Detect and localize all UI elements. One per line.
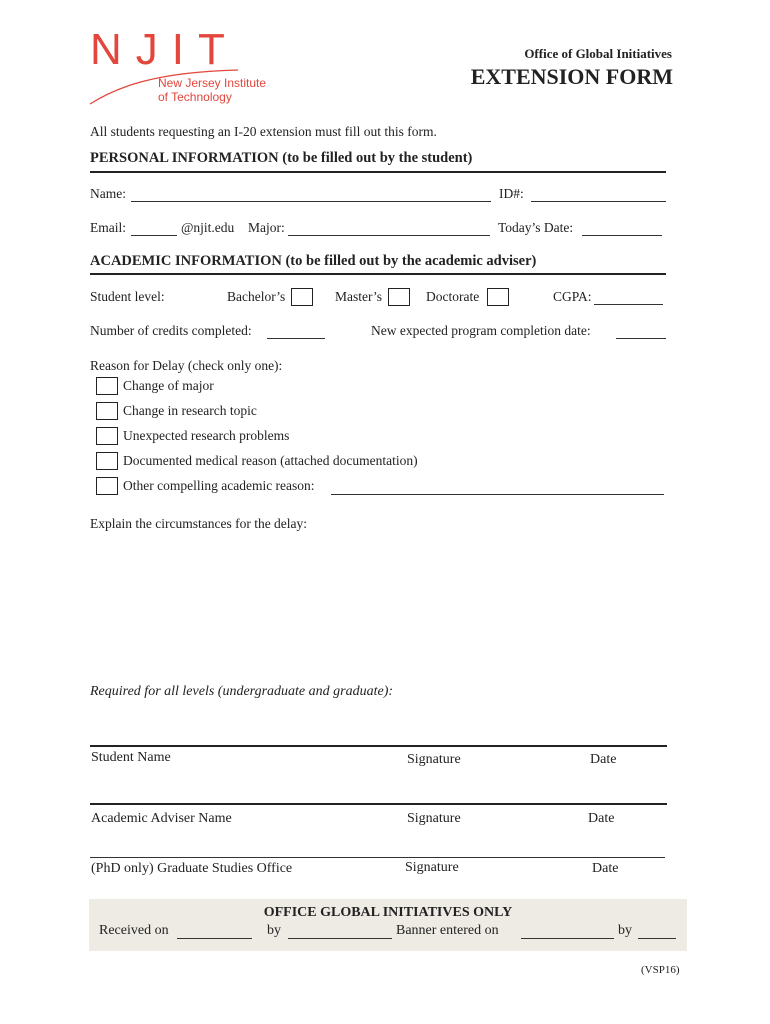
reason-option-medical: Documented medical reason (attached documentation): [123, 453, 418, 468]
id-label: ID#:: [499, 186, 524, 201]
banner-entered-field[interactable]: [521, 938, 614, 939]
explain-label: Explain the circumstances for the delay:: [90, 516, 308, 531]
personal-info-rule: [90, 171, 666, 173]
masters-label: Master’s: [335, 289, 382, 304]
reason-option-change-major: Change of major: [123, 378, 214, 393]
required-note: Required for all levels (undergraduate and graduate):: [90, 684, 394, 699]
form-code: (VSP16): [641, 964, 680, 976]
received-on-field[interactable]: [177, 938, 252, 939]
credits-label: Number of credits completed:: [90, 323, 252, 338]
completion-date-label: New expected program completion date:: [371, 323, 591, 338]
academic-info-heading: ACADEMIC INFORMATION (to be filled out by the academic adviser): [90, 253, 537, 269]
student-date-label: Date: [590, 752, 617, 767]
credits-field[interactable]: [267, 338, 325, 339]
cgpa-label: CGPA:: [553, 289, 592, 304]
reason-option-other: Other compelling academic reason:: [123, 478, 315, 493]
email-label: Email:: [90, 220, 126, 235]
doctorate-label: Doctorate: [426, 289, 480, 304]
todays-date-field[interactable]: [582, 235, 662, 236]
logo-line-2: of Technology: [158, 90, 232, 104]
logo-line-1: New Jersey Institute: [158, 76, 267, 90]
signature-line-student[interactable]: [90, 745, 667, 747]
received-by-label: by: [267, 923, 281, 938]
banner-by-label: by: [618, 923, 632, 938]
reason-checkbox-research-topic[interactable]: [96, 402, 118, 420]
cgpa-field[interactable]: [594, 304, 663, 305]
name-label: Name:: [90, 186, 126, 201]
reason-label: Reason for Delay (check only one):: [90, 358, 283, 373]
received-on-label: Received on: [99, 923, 169, 938]
reason-option-research-problems: Unexpected research problems: [123, 428, 290, 443]
office-only-title: OFFICE GLOBAL INITIATIVES ONLY: [263, 905, 513, 920]
major-field[interactable]: [288, 235, 490, 236]
name-field[interactable]: [131, 201, 491, 202]
todays-date-label: Today’s Date:: [498, 220, 574, 235]
email-domain: @njit.edu: [181, 220, 235, 235]
banner-entered-label: Banner entered on: [396, 923, 499, 938]
other-reason-field[interactable]: [331, 494, 664, 495]
received-by-field[interactable]: [288, 938, 392, 939]
signature-line-graduate-office[interactable]: [90, 857, 665, 858]
office-only-box: [89, 899, 687, 951]
adviser-signature-label: Signature: [407, 811, 461, 826]
graduate-office-date-label: Date: [592, 861, 619, 876]
major-label: Major:: [248, 220, 285, 235]
adviser-date-label: Date: [588, 811, 615, 826]
reason-checkbox-medical[interactable]: [96, 452, 118, 470]
doctorate-checkbox[interactable]: [487, 288, 509, 306]
logo-wordmark: NJIT: [90, 25, 239, 74]
page-title: EXTENSION FORM: [470, 64, 673, 89]
student-signature-label: Signature: [407, 752, 461, 767]
adviser-name-label: Academic Adviser Name: [91, 811, 232, 826]
explain-area[interactable]: [90, 536, 666, 676]
personal-info-heading: PERSONAL INFORMATION (to be filled out by the student): [90, 150, 473, 166]
office-name: Office of Global Initiatives: [524, 46, 672, 61]
reason-checkbox-other[interactable]: [96, 477, 118, 495]
student-level-label: Student level:: [90, 289, 165, 304]
signature-line-adviser[interactable]: [90, 803, 667, 805]
bachelors-checkbox[interactable]: [291, 288, 313, 306]
reason-checkbox-research-problems[interactable]: [96, 427, 118, 445]
academic-info-rule: [90, 273, 666, 275]
reason-option-research-topic: Change in research topic: [123, 403, 257, 418]
graduate-office-label: (PhD only) Graduate Studies Office: [91, 861, 293, 876]
banner-by-field[interactable]: [638, 938, 676, 939]
bachelors-label: Bachelor’s: [227, 289, 286, 304]
masters-checkbox[interactable]: [388, 288, 410, 306]
email-field[interactable]: [131, 235, 177, 236]
intro-text: All students requesting an I-20 extension must fill out this form.: [90, 124, 437, 139]
graduate-office-signature-label: Signature: [405, 860, 459, 875]
student-name-label: Student Name: [91, 750, 171, 765]
njit-logo: [88, 25, 278, 108]
id-field[interactable]: [531, 201, 666, 202]
reason-checkbox-change-major[interactable]: [96, 377, 118, 395]
completion-date-field[interactable]: [616, 338, 666, 339]
